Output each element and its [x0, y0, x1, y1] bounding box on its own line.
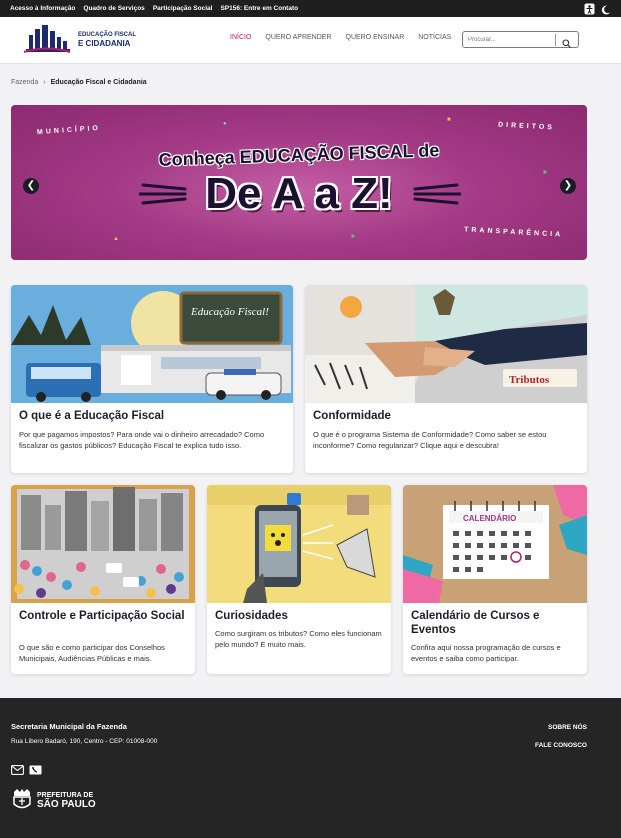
- card-educacao-fiscal[interactable]: [11, 285, 293, 473]
- footer-org-name: Secretaria Municipal da Fazenda: [11, 722, 127, 731]
- confetti-shape: ●: [223, 121, 227, 127]
- calendar-illustration: [403, 485, 587, 603]
- card-title: Controle e Participação Social: [19, 610, 185, 622]
- card-image: [11, 285, 293, 403]
- banner-headline: Conheça EDUCAÇÃO FISCAL de: [158, 140, 440, 170]
- calendar-word: CALENDÁRIO: [463, 514, 517, 523]
- chalkboard-text: Educação Fiscal!: [191, 306, 269, 318]
- handshake-collage-illustration: [305, 285, 587, 403]
- breadcrumb-separator: ›: [43, 79, 46, 86]
- nav-item-quero-ensinar[interactable]: QUERO ENSINAR: [345, 34, 405, 41]
- search-divider: [555, 34, 556, 46]
- confetti-shape: ■: [351, 234, 355, 240]
- phone-chat-icon[interactable]: [29, 762, 42, 780]
- prefeitura-wordmark: [37, 791, 96, 809]
- breadcrumb-root[interactable]: Fazenda: [11, 79, 39, 86]
- site-header: [0, 17, 621, 64]
- site-footer: [0, 698, 621, 838]
- card-title: Conformidade: [313, 410, 391, 422]
- footer-links: [535, 724, 587, 760]
- banner-word-municipio: MUNICÍPIO: [36, 124, 102, 137]
- banner-big-title: De A a Z!: [205, 169, 393, 218]
- main-nav: [230, 34, 451, 41]
- prefeitura-line-1: PREFEITURA DE: [37, 792, 94, 799]
- hero-banner[interactable]: [11, 105, 587, 260]
- banner-prev-arrow[interactable]: ❮: [23, 178, 39, 194]
- confetti-shape: ■: [543, 170, 547, 176]
- card-conformidade[interactable]: [305, 285, 587, 473]
- phone-megaphone-illustration: [207, 485, 391, 603]
- card-title: O que é a Educação Fiscal: [19, 410, 165, 422]
- breadcrumb: [11, 79, 147, 86]
- search-input[interactable]: [468, 34, 558, 46]
- topbar-link-participation[interactable]: Participação Social: [152, 5, 213, 12]
- card-description: O que são e como participar dos Conselhos Municipais, Audiências Públicas e mais.: [19, 643, 165, 663]
- footer-contact-icons: [11, 762, 42, 780]
- card-title: Calendário de Cursos e Eventos: [411, 610, 540, 636]
- prefeitura-logo[interactable]: [11, 788, 96, 812]
- tributos-word: Tributos: [509, 374, 550, 386]
- banner-next-arrow[interactable]: ❯: [560, 178, 576, 194]
- footer-address: Rua Líbero Badaró, 190, Centro - CEP: 01008-000: [11, 738, 158, 745]
- banner-word-transparencia: TRANSPARÊNCIA: [463, 226, 564, 239]
- nav-item-noticias[interactable]: NOTÍCIAS: [418, 34, 452, 41]
- logo-wordmark: [78, 32, 136, 48]
- breadcrumb-current: Educação Fiscal e Cidadania: [50, 79, 147, 86]
- card-image: [11, 485, 195, 603]
- confetti-shape: ▲: [113, 236, 119, 242]
- crowd-city-illustration: [11, 485, 195, 603]
- card-calendario[interactable]: [403, 485, 587, 674]
- search-box: [462, 31, 579, 48]
- card-title: Curiosidades: [215, 610, 288, 622]
- mail-icon[interactable]: [11, 762, 24, 780]
- confetti-shape: ■: [447, 117, 451, 123]
- card-description: Confira aqui nossa programação de cursos e eventos e saiba como participar.: [411, 643, 561, 663]
- card-image: [305, 285, 587, 403]
- nav-item-quero-aprender[interactable]: QUERO APRENDER: [265, 34, 332, 41]
- topbar-link-access-info[interactable]: Acesso à Informação: [10, 5, 76, 12]
- topbar-link-sp156[interactable]: SP156: Entre em Contato: [220, 5, 299, 12]
- card-description: Como surgiram os tributos? Como eles funcionam pelo mundo? E muito mais.: [215, 629, 382, 649]
- city-collage-illustration: [11, 285, 293, 403]
- card-description: Por que pagamos impostos? Para onde vai o dinheiro arrecadado? Como fiscalizar os gastos públicos? Educação Fiscal te explica tudo isso.: [19, 430, 265, 450]
- banner-word-direitos: DIREITOS: [497, 121, 556, 132]
- top-utility-bar: [0, 0, 621, 17]
- building-logo-icon: [22, 25, 72, 55]
- card-description: O que é o programa Sistema de Conformidade? Como saber se estou inconforme? Como regularizar? Clique aqui e descubra!: [313, 430, 547, 450]
- nav-item-inicio[interactable]: INÍCIO: [230, 34, 252, 41]
- site-logo[interactable]: [22, 24, 142, 56]
- logo-line-1: EDUCAÇÃO FISCAL: [78, 32, 136, 38]
- card-curiosidades[interactable]: [207, 485, 391, 674]
- prefeitura-line-2: SÃO PAULO: [37, 799, 96, 810]
- card-controle-participacao[interactable]: [11, 485, 195, 674]
- card-image: [207, 485, 391, 603]
- logo-line-2: E CIDADANIA: [78, 39, 131, 48]
- sao-paulo-coat-of-arms-icon: [11, 788, 33, 812]
- footer-link-fale-conosco[interactable]: FALE CONOSCO: [534, 742, 587, 749]
- card-image: [403, 485, 587, 603]
- search-icon[interactable]: [562, 35, 571, 53]
- topbar-link-services[interactable]: Quadro de Serviços: [83, 5, 145, 12]
- footer-link-sobre-nos[interactable]: SOBRE NÓS: [547, 724, 587, 731]
